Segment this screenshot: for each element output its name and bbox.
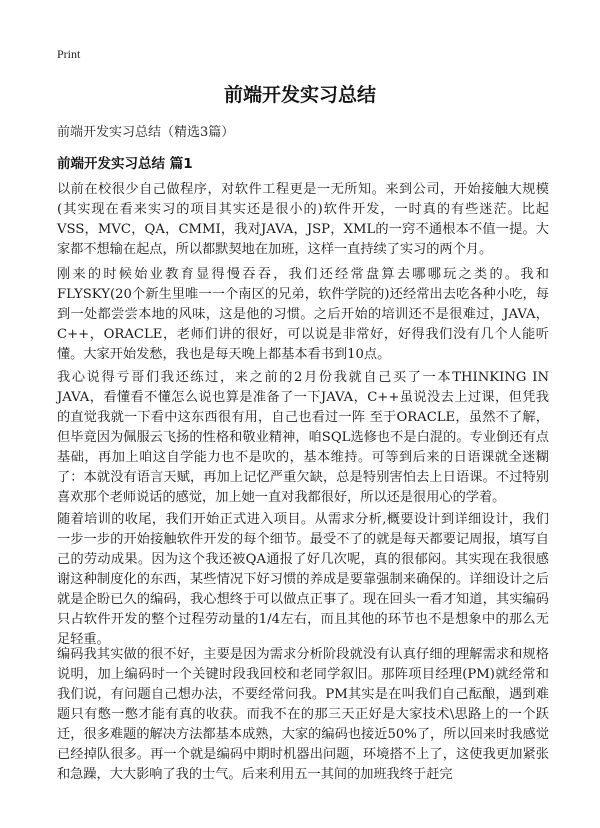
section-heading: 前端开发实习总结 篇1 (57, 156, 193, 172)
body-paragraph: 刚来的时候始业教育显得慢吞吞，我们还经常盘算去哪哪玩之类的。我和FLYSKY(20个新生里唯一一个南区的兄弟，软件学院的)还经常出去吃各种小吃，每到一处都尝尝本地的风味，这是他的习惯。之后开始的培训还不是很难过，JAVA，C++，ORACLE，老师们讲的很好，可以说是非常好，好得我们没有几个人能听懂。大家开始发愁，我也是每天晚上都基本看书到10点。 (57, 267, 549, 362)
document-subtitle: 前端开发实习总结（精选3篇） (57, 125, 235, 140)
body-paragraph: 以前在校很少自己做程序，对软件工程更是一无所知。来到公司，开始接触大规模(其实现在看来实习的项目其实还是很小的)软件开发，一时真的有些迷茫。比起VSS，MVC，QA，CMMI，我对JAVA，JSP，XML的一窍不通根本不值一提。大家都不想输在起点，所以都默契地在加班，这样一直持续了实习的两个月。 (57, 182, 549, 257)
body-paragraph: 编码我其实做的很不好，主要是因为需求分析阶段就没有认真仔细的理解需求和规格说明，加上编码时一个关键时段我回校和老同学叙旧。那阵项目经理(PM)就经常和我们说，有问题自己想办法，不要经常问我。PM其实是在叫我们自己酝酿，遇到难题只有憋一憋才能有真的收获。而我不在的那三天正好是大家技术\思路上的一个跃迁，很多难题的解决方法都基本成熟，大家的编码也接近50%了，所以回来时我感觉已经掉队很多。再一个就是编码中期时机器出问题，环境搭不上了，这使我更加紧张和急躁，大大影响了我的士气。后来利用五一其间的加班我终于赶完 (57, 647, 549, 782)
body-paragraph: 随着培训的收尾，我们开始正式进入项目。从需求分析,概要设计到详细设计，我们一步一步的开始接触软件开发的每个细节。最受不了的就是每天都要记周报，填写自己的劳动成果。因为这个我还被QA通报了好几次呢，真的很郁闷。其实现在我很感谢这种制度化的东西，某些情况下好习惯的养成是要靠强制来确保的。详细设计之后就是企盼已久的编码，我心想终于可以做点正事了。现在回头一看才知道，其实编码只占软件开发的整个过程劳动量的1/4左右，而且其他的环节也不是想象中的那么无足轻重。 (57, 512, 549, 647)
print-label: Print (57, 47, 81, 61)
body-paragraph: 我心说得亏哥们我还练过，来之前的2月份我就自己买了一本THINKING IN JAVA，看懂看不懂怎么说也算是准备了一下JAVA，C++虽说没去上过课，但凭我的直觉我就一下看中这东西很有用，自己也看过一阵 至于ORACLE，虽然不了解，但毕竟因为佩服云飞扬的性格和敬业精神，咱SQL选修也不是白混的。专业倒还有点基础，再加上咱这自学能力也不是吹的，基本维持。可等到后来的日语课就全迷糊了：本就没有语言天赋，再加上记忆严重欠缺，总是特别害怕去上日语课。不过特别喜欢那个老师说话的感觉，加上她一直对我都很好，所以还是很用心的学着。 (57, 370, 549, 505)
page-title: 前端开发实习总结 (223, 84, 376, 106)
